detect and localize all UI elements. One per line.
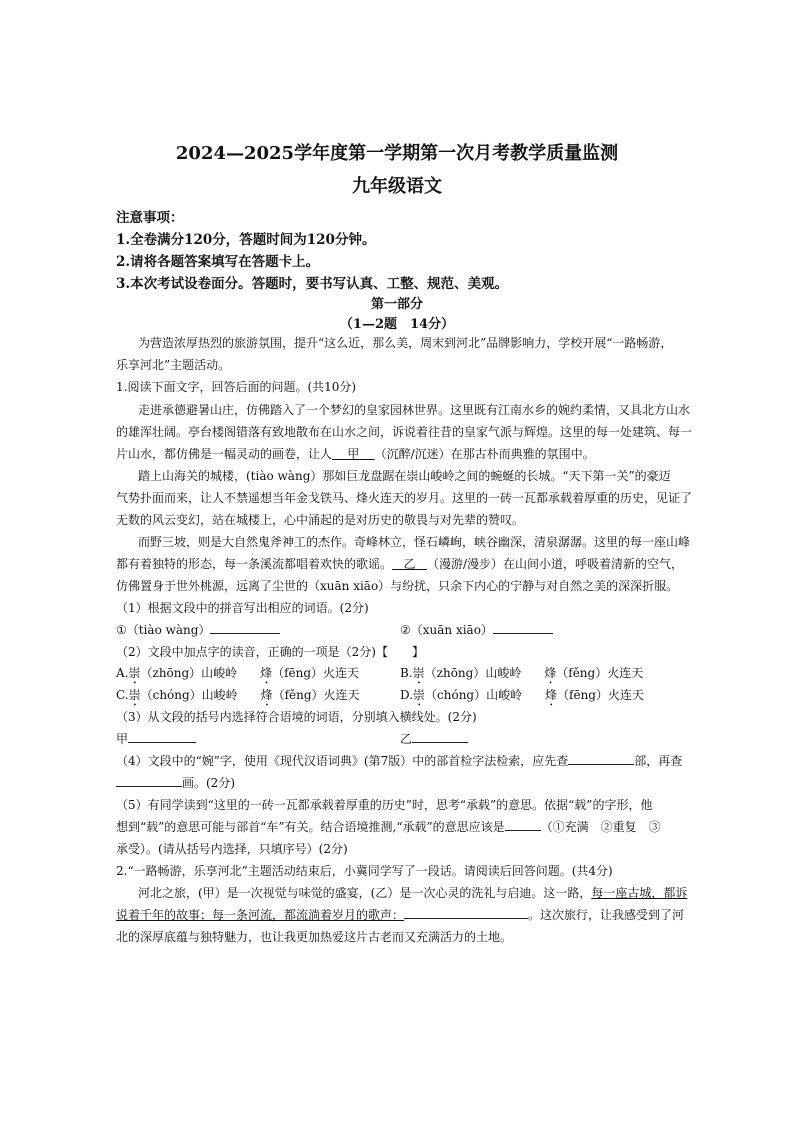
exam-title: 2024—2025学年度第一学期第一次月考教学质量监测 — [175, 143, 619, 164]
q2-passage-line: 河北之旅，(甲）是一次视觉与味觉的盛宴，(乙）是一次心灵的洗礼与启迪。这一路，每一座古城，都诉 — [138, 886, 688, 900]
answer-3-yi: 乙 — [400, 730, 468, 747]
option-b[interactable]: B.崇（zhōng）山峻岭 烽（fěng）火连天 — [400, 666, 644, 680]
passage-line: 都有着独特的形态，每一条溪流都唱着欢快的歌谣。 乙 （漫游/漫步）在山间小道，呼吸着清新的空气， — [116, 557, 683, 571]
answer-1a: ①（tiào wàng） — [116, 621, 280, 638]
sub-question-3: （3）从文段的括号内选择符合语境的词语，分别填入横线处。(2分) — [116, 710, 477, 724]
blank-yi[interactable]: 乙 — [403, 557, 416, 571]
sub-question-5: （5）有同学读到“这里的一砖一瓦都承载着厚重的历史”时，思考“承载”的意思。依据“载”的字形，他 — [116, 798, 653, 812]
answer-blank[interactable] — [493, 621, 553, 634]
blank-jia[interactable]: 甲 — [347, 447, 360, 461]
passage-line: 无数的风云变幻，站在城楼上，心中涌起的是对历史的敬畏与对先辈的赞叹。 — [116, 513, 525, 527]
passage-line: 走进承德避暑山庄，仿佛踏入了一个梦幻的皇家园林世界。这里既有江南水乡的婉约柔情，又具北方山水 — [138, 403, 691, 417]
notice-item: 3.本次考试设卷面分。答题时，要书写认真、工整、规范、美观。 — [116, 276, 509, 292]
passage-line: 踏上山海关的城楼，(tiào wàng）那如巨龙盘踞在崇山峻岭之间的蜿蜒的长城。“天下第一关”的豪迈 — [138, 469, 671, 483]
sub-question-1: （1）根据文段中的拼音写出相应的词语。(2分) — [116, 601, 369, 615]
option-d[interactable]: D.崇（chóng）山峻岭 烽（fēng）火连天 — [400, 688, 644, 702]
passage-line: 片山水，都仿佛是一幅灵动的画卷，让人 甲 （沉醉/沉迷）在那古朴而典雅的氛围中。 — [116, 447, 595, 461]
question-2-stem: 2.“一路畅游，乐享河北”主题活动结束后，小冀同学写了一段话。请阅读后回答问题。(共4分) — [116, 864, 613, 878]
sub-question-4-cont: 画。(2分) — [116, 774, 235, 791]
notice-item: 2.请将各题答案填写在答题卡上。 — [116, 254, 320, 270]
part-range: （1—2题 14分） — [339, 317, 455, 332]
answer-blank[interactable] — [210, 621, 280, 634]
q2-passage-line: 北的深厚底蕴与独特魅力，也让我更加热爱这片古老而又充满活力的土地。 — [116, 930, 513, 944]
intro-line: 为营造浓厚热烈的旅游氛围，提升“这么近，那么美，周末到河北”品牌影响力，学校开展“一路畅游， — [138, 336, 673, 350]
notice-item: 1.全卷满分120分，答题时间为120分钟。 — [116, 232, 376, 248]
answer-3-jia: 甲 — [116, 730, 196, 747]
passage-line: 的雄浑壮阔。亭台楼阁错落有致地散布在山水之间，诉说着往昔的皇家气派与辉煌。这里的每一处建筑、每一 — [116, 425, 693, 439]
part-title: 第一部分 — [370, 297, 423, 312]
passage-line: 而野三坡，则是大自然鬼斧神工的杰作。奇峰林立，怪石嶙峋，峡谷幽深，清泉潺潺。这里的每一座山峰 — [138, 535, 691, 549]
answer-blank[interactable] — [116, 774, 182, 787]
passage-line: 气势扑面而来，让人不禁遥想当年金戈铁马、烽火连天的岁月。这里的一砖一瓦都承载着厚重的历史，见证了 — [116, 491, 693, 505]
notice-heading: 注意事项： — [116, 210, 184, 226]
q2-passage-line: 说着千年的故事；每一条河流，都流淌着岁月的歌声： 。这次旅行，让我感受到了河 — [116, 908, 685, 922]
intro-line: 乐享河北”主题活动。 — [116, 358, 231, 372]
answer-blank[interactable] — [128, 730, 196, 743]
answer-blank[interactable] — [568, 752, 634, 765]
answer-blank[interactable] — [412, 730, 468, 743]
option-c[interactable]: C.崇（chóng）山峻岭 烽（fěng）火连天 — [116, 688, 360, 702]
sub-question-5-cont: 想到“载”的意思可能与部首“车”有关。结合语境推测,“承载”的意思应该是 （①充满 ②重复 ③ — [116, 820, 661, 834]
sub-question-5-end: 承受）。(请从括号内选择，只填序号）(2分) — [116, 842, 348, 856]
answer-blank[interactable] — [505, 818, 541, 831]
exam-subtitle: 九年级语文 — [352, 176, 442, 197]
sub-question-2: （2）文段中加点字的读音，正确的一项是（2分)【 】 — [116, 645, 424, 659]
sub-question-4: （4）文段中的“婉”字，使用《现代汉语词典》(第7版）中的部首检字法检索，应先查 部，再查 — [116, 754, 683, 768]
answer-blank[interactable] — [404, 906, 528, 919]
answer-1b: ②（xuān xiāo） — [400, 621, 553, 638]
passage-line: 仿佛置身于世外桃源，远离了尘世的（xuān xiāo）与纷扰，只余下内心的宁静与对自然之美的深深折服。 — [116, 579, 679, 593]
option-a[interactable]: A.崇（zhōng）山峻岭 烽（fēng）火连天 — [116, 666, 360, 680]
question-1-stem: 1.阅读下面文字，回答后面的问题。(共10分) — [116, 380, 357, 394]
